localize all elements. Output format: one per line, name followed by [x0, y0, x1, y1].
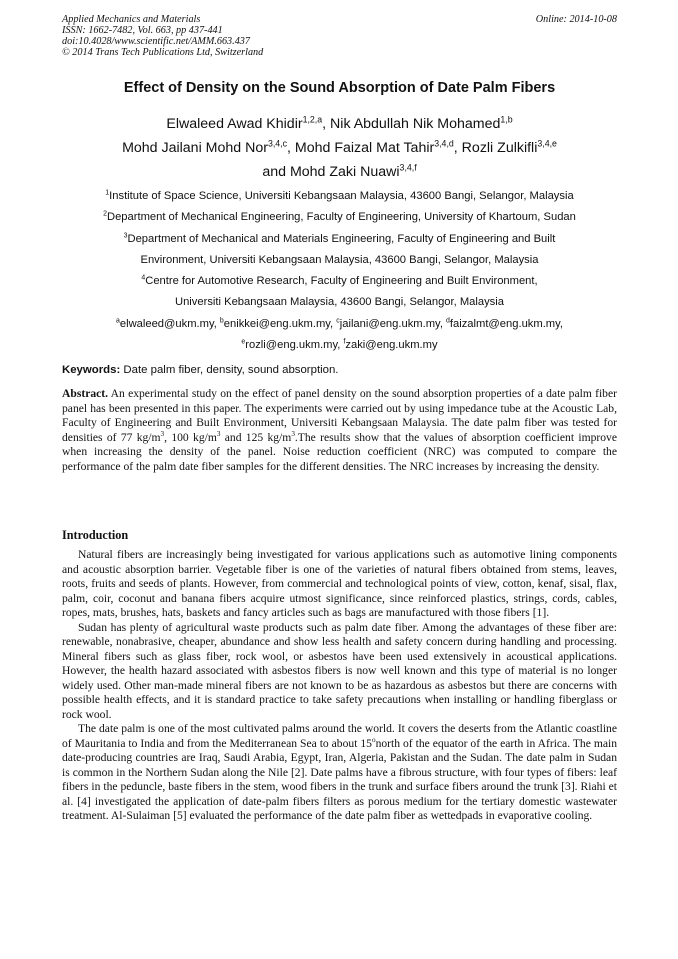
unit-sup: 3 — [160, 429, 165, 438]
author-name: Elwaleed Awad Khidir — [166, 116, 303, 132]
introduction-body — [62, 548, 617, 824]
affiliation-3 — [62, 229, 617, 250]
abstract-text: , 100 kg/m — [164, 430, 217, 444]
email-line-1 — [62, 314, 617, 335]
email-link[interactable]: faizalmt@eng.ukm.my, — [449, 317, 563, 330]
affiliation-4 — [62, 271, 617, 292]
email-letter: b — [219, 317, 224, 325]
author-affil-sup: 1,2,a — [302, 114, 323, 125]
paragraph — [62, 722, 617, 824]
affil-number: 1 — [105, 189, 110, 197]
affiliation-1 — [62, 186, 617, 207]
abstract-text: .The results show that the values of absorption coefficient improve when increasing the density of the panel. Noise reduction coefficient (NRC) was computed to compare the performance of the palm date fiber samples for the different densities. The NRC increases by increasing the density. — [62, 430, 617, 473]
author-line-3 — [62, 160, 617, 184]
keywords — [62, 364, 617, 376]
email-letter: f — [343, 338, 346, 346]
unit-sup: 3 — [216, 429, 221, 438]
affil-text: Department of Mechanical Engineering, Faculty of Engineering, University of Khartoum, Sudan — [106, 211, 576, 224]
keywords-label: Keywords: — [62, 364, 121, 376]
online-date: Online: 2014-10-08 — [535, 14, 617, 25]
doi-line: doi:10.4028/www.scientific.net/AMM.663.437 — [62, 36, 250, 47]
abstract-text: An experimental study on the effect of panel density on the sound absorption properties of a date palm fiber panel has been presented in this paper. The experiments were carried out by using impedance tube at the Acoustic Lab, Faculty of Engineering and Built Environment, Universiti Kebangsaan Malaysia. The date palm fiber was tested for densities of 77 kg/m — [62, 387, 617, 444]
abstract-label: Abstract. — [62, 387, 109, 400]
email-letter: c — [336, 317, 340, 325]
section-heading-introduction: Introduction — [62, 528, 129, 542]
author-name: , Mohd Faizal Mat Tahir — [287, 140, 435, 156]
author-name: , Rozli Zulkifli — [453, 140, 538, 156]
abstract — [62, 387, 617, 475]
journal-name: Applied Mechanics and Materials — [62, 14, 201, 25]
email-link[interactable]: jailani@eng.ukm.my, — [339, 317, 447, 330]
author-affil-sup: 1,b — [500, 114, 513, 125]
author-line-2 — [62, 136, 617, 160]
affil-text: Centre for Automotive Research, Faculty of Engineering and Built Environment, — [145, 275, 538, 288]
author-affil-sup: 3,4,c — [267, 138, 288, 149]
paragraph: Natural fibers are increasingly being investigated for various applications such as automotive lining components and acoustic absorption barrier. Vegetable fiber is one of the varieties of natural fibers obtained from stems, leaves, roots, fruits and seeds of plants. However, from commercial and technological points of view, cotton, kenaf, sisal, flax, palm, coir, coconut and banana fibers acquire utmost significance, since reinforced plastics, strings, cords, cables, ropes, mats, brushes, hats, baskets and fancy articles such as bags are manufactured with those fibers [1]. — [62, 548, 617, 619]
paper-title: Effect of Density on the Sound Absorption of Date Palm Fibers — [123, 80, 556, 96]
author-name: , Nik Abdullah Nik Mohamed — [322, 116, 501, 132]
author-list — [62, 112, 617, 184]
author-name: Mohd Jailani Mohd Nor — [122, 140, 268, 156]
keywords-text: Date palm fiber, density, sound absorption. — [120, 364, 339, 376]
email-letter: e — [241, 338, 246, 346]
issn-line: ISSN: 1662-7482, Vol. 663, pp 437-441 — [62, 25, 223, 36]
email-link[interactable]: enikkei@eng.ukm.my, — [223, 317, 337, 330]
email-link[interactable]: rozli@eng.ukm.my, — [245, 339, 344, 352]
email-line-2 — [62, 335, 617, 356]
affil-text: Institute of Space Science, Universiti Kebangsaan Malaysia, 43600 Bangi, Selangor, Malaysia — [109, 190, 574, 202]
affil-number: 4 — [141, 274, 146, 282]
email-letter: a — [116, 317, 120, 325]
paragraph-text: The date palm is one of the most cultivated palms around the world. It covers the deserts from the Atlantic coastline of Mauritania to India and from the Mediterranean Sea to about 15 — [62, 722, 617, 750]
author-affil-sup: 3,4,e — [537, 138, 557, 149]
author-name: and Mohd Zaki Nuawi — [262, 164, 400, 180]
author-line-1 — [62, 112, 617, 136]
unit-sup: 3 — [291, 429, 295, 438]
copyright-line: © 2014 Trans Tech Publications Ltd, Switzerland — [62, 47, 264, 58]
affil-number: 2 — [103, 210, 107, 218]
affiliation-3-cont: Environment, Universiti Kebangsaan Malaysia, 43600 Bangi, Selangor, Malaysia — [140, 253, 539, 266]
affiliation-4-cont: Universiti Kebangsaan Malaysia, 43600 Bangi, Selangor, Malaysia — [175, 296, 504, 309]
email-letter: d — [446, 317, 450, 325]
journal-header — [62, 14, 617, 58]
degree-sup: o — [371, 735, 376, 744]
affiliation-2 — [62, 207, 617, 228]
paragraph-text: north of the equator of the earth in Africa. The main date-producing countries are Iraq, Saudi Arabia, Egypt, Iran, Algeria, Pakistan and the Sudan. The date palm in Sudan is common in the Northern Sudan along the Nile [2]. Date palms have a fibrous structure, with four types of fibers: leaf fibers in the peduncle, baste fibers in the stem, wood fibers in the trunk and surface fibers around the trunk [3]. Riahi et al. [4] investigated the application of date-palm fibers filters as porous medium for the tertiary domestic wastewater treatment. Al-Sulaiman [5] evaluated the performance of the date palm fiber as wettedpads in evaporative cooling. — [62, 736, 617, 822]
email-link[interactable]: zaki@eng.ukm.my — [345, 339, 438, 352]
affiliation-list — [62, 186, 617, 356]
author-affil-sup: 3,4,d — [434, 138, 454, 149]
email-link[interactable]: elwaleed@ukm.my, — [119, 317, 220, 330]
affil-text: Department of Mechanical and Materials Engineering, Faculty of Engineering and Built — [127, 232, 556, 245]
author-affil-sup: 3,4,f — [399, 162, 417, 173]
paragraph: Sudan has plenty of agricultural waste products such as palm date fiber. Among the advantages of these fiber are: renewable, nonabrasive, cheaper, abundance and show less health and safety concern during handling and processing. Mineral fibers such as glass fiber, rock wool, or asbestos have been used extensively in acoustical applications. However, the health hazard associated with asbestos fibers is now well known and this type of material is no longer widely used. Other man-made mineral fibers are not known to be as hazardous as asbestos but there are concerns with possible health effects, and it is standard practice to take safety precautions when installing or handling fiberglass or rock wool. — [62, 620, 617, 721]
abstract-text: and 125 kg/m — [220, 430, 292, 444]
affil-number: 3 — [123, 231, 128, 239]
